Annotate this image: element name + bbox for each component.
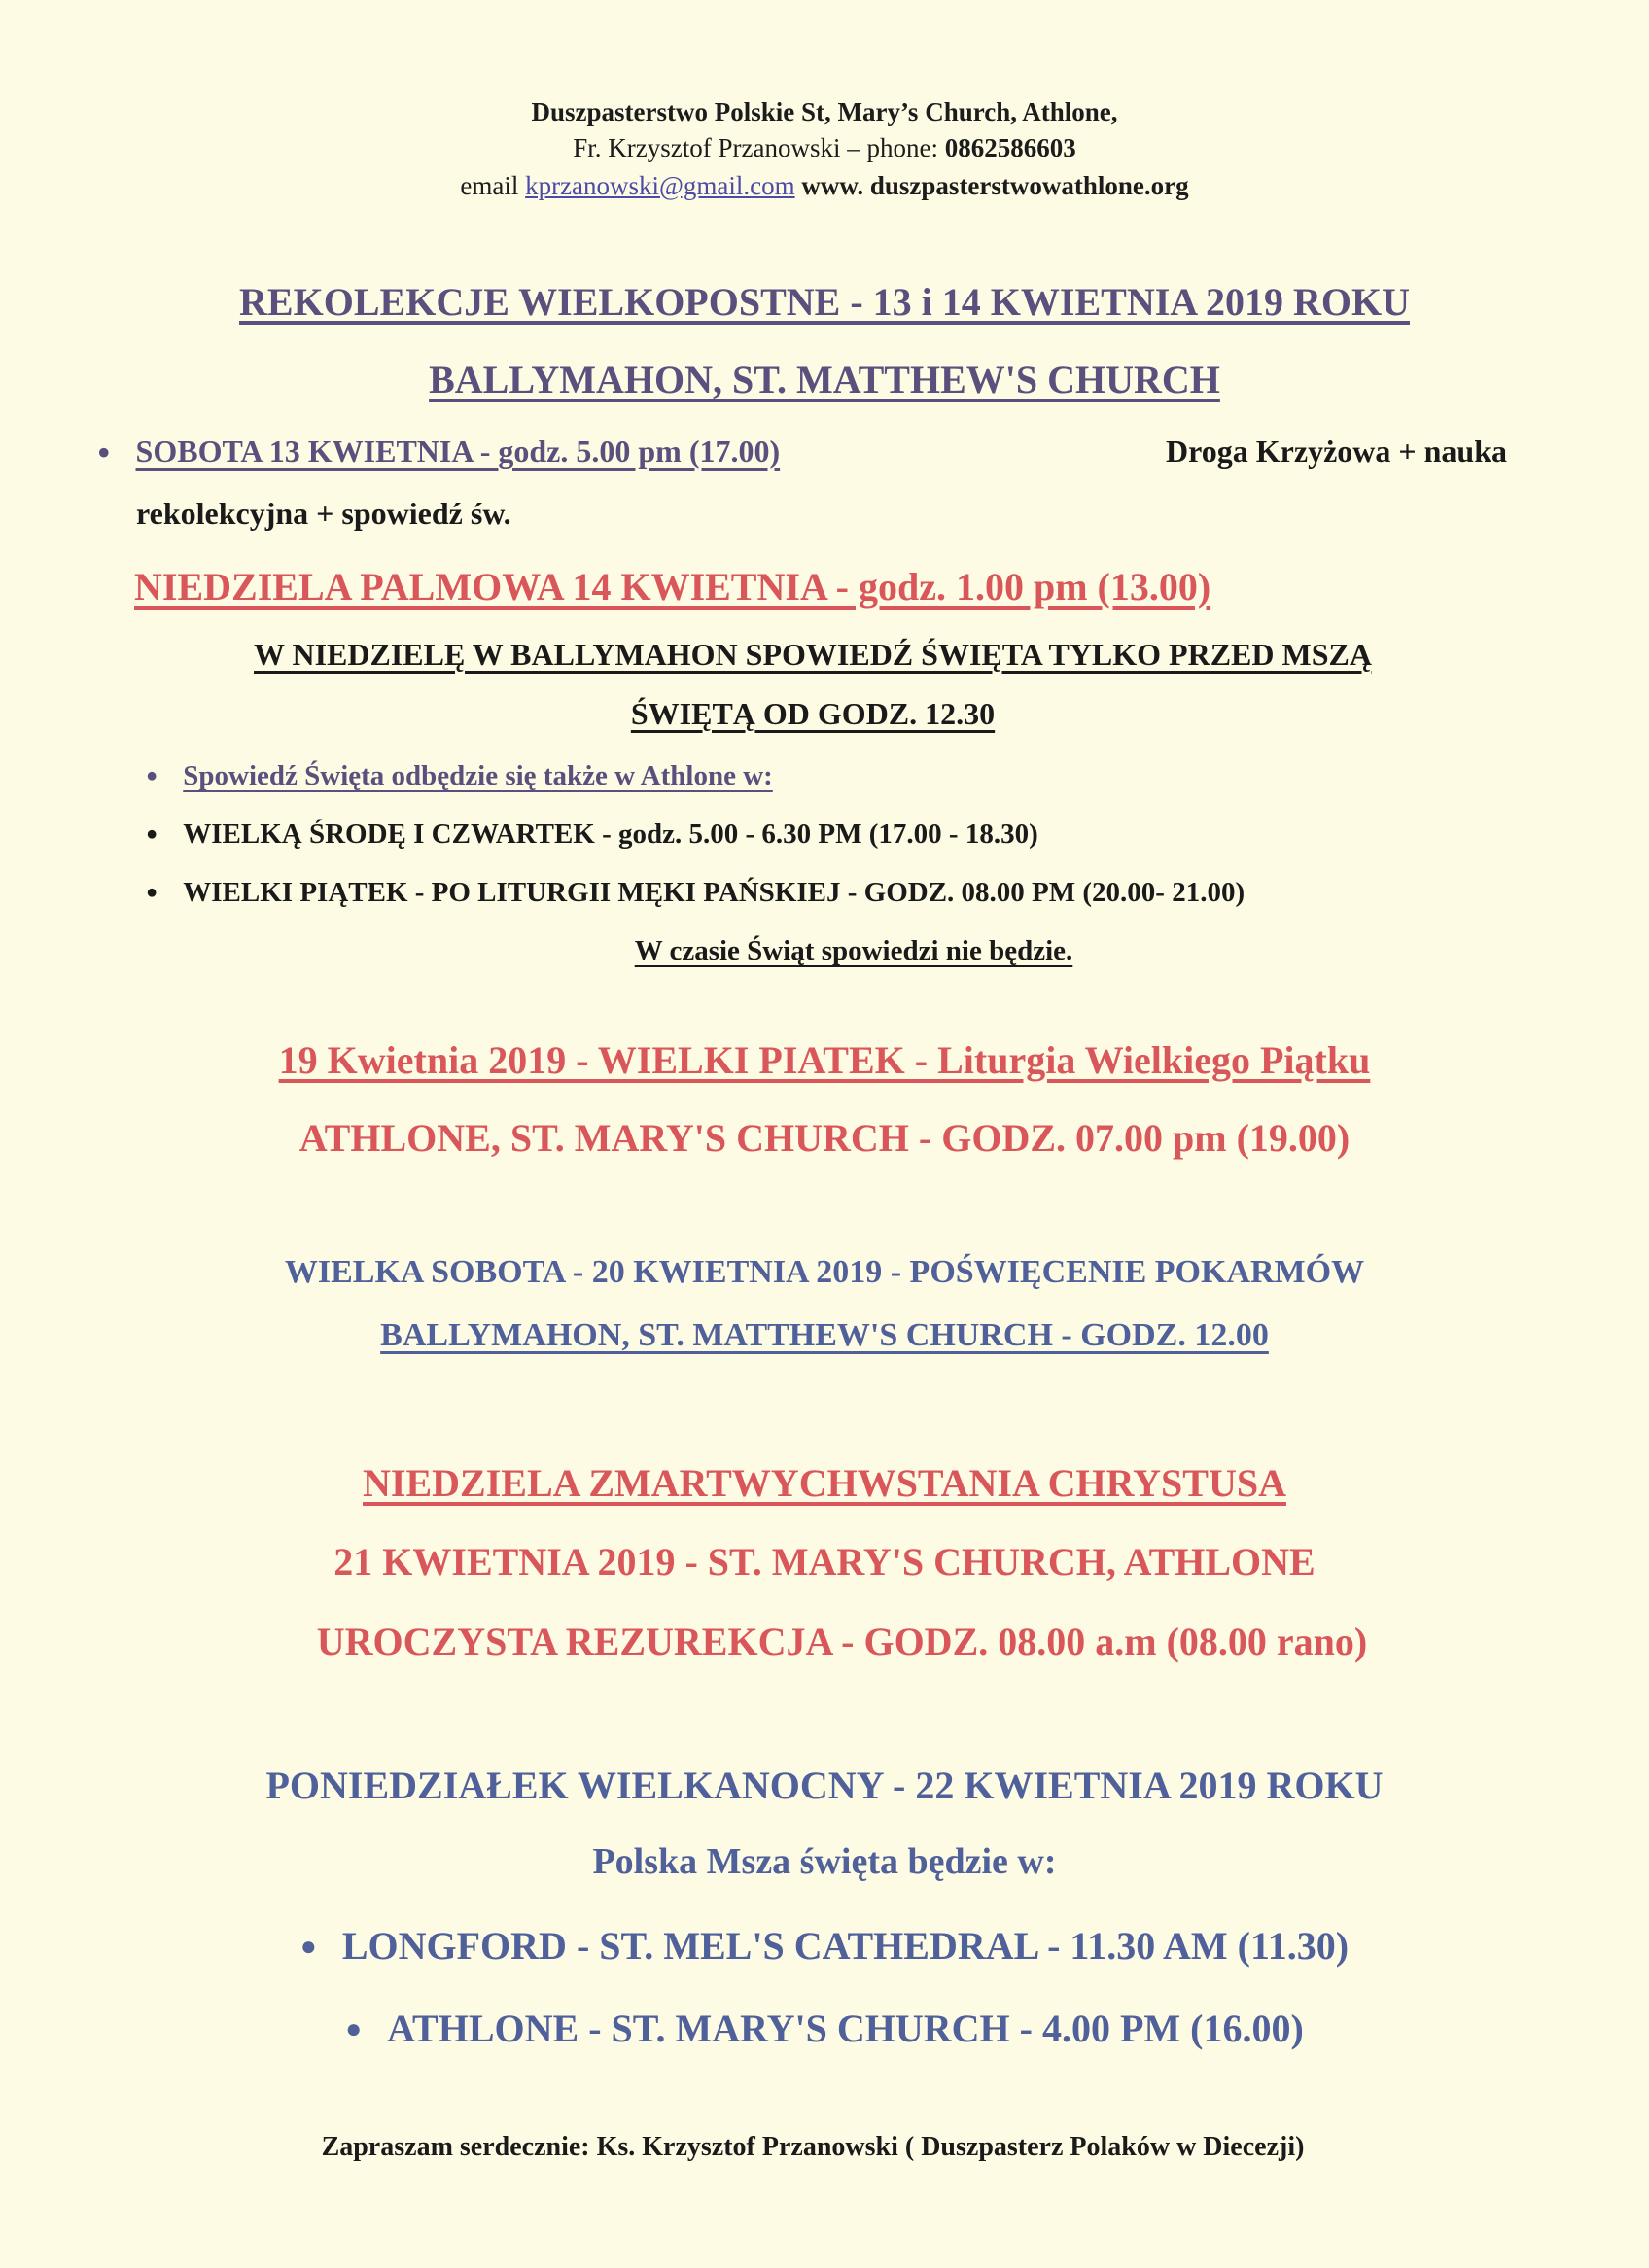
saturday-bullet-group xyxy=(97,434,780,470)
email-label: email xyxy=(460,171,526,200)
bullet-icon xyxy=(300,1924,342,1968)
email-link[interactable]: kprzanowski@gmail.com xyxy=(525,171,795,200)
easter-monday-item-1-text: LONGFORD - ST. MEL'S CATHEDRAL - 11.30 AM (11.30) xyxy=(341,1924,1350,1968)
easter-sunday-date: 21 KWIETNIA 2019 - ST. MARY'S CHURCH, ATHLONE xyxy=(333,1540,1316,1584)
athlone-item-1-text: WIELKĄ ŚRODĘ I CZWARTEK - godz. 5.00 - 6.30 PM (17.00 - 18.30) xyxy=(183,819,1038,850)
website-text: www. duszpasterstwowathlone.org xyxy=(794,171,1189,200)
athlone-confession xyxy=(146,760,773,792)
confession-note-1: W NIEDZIELĘ W BALLYMAHON SPOWIEDŹ ŚWIĘTA TYLKO PRZED MSZĄ xyxy=(254,637,1372,672)
saturday-time: SOBOTA 13 KWIETNIA - godz. 5.00 pm (17.00) xyxy=(135,434,781,469)
saturday-desc-a: Droga Krzyżowa + nauka xyxy=(1166,434,1507,469)
retreat-location: BALLYMAHON, ST. MATTHEW'S CHURCH xyxy=(429,358,1220,401)
bullet-icon xyxy=(146,877,183,908)
header-priest: Fr. Krzysztof Przanowski – phone: xyxy=(573,133,945,162)
athlone-item-2 xyxy=(146,877,1245,909)
palm-sunday: NIEDZIELA PALMOWA 14 KWIETNIA - godz. 1.00 pm (13.00) xyxy=(134,565,1211,609)
retreat-title: REKOLEKCJE WIELKOPOSTNE - 13 i 14 KWIETNIA 2019 ROKU xyxy=(239,280,1410,324)
bullet-icon xyxy=(146,760,183,791)
athlone-confession-text: Spowiedź Święta odbędzie się także w Athlone w: xyxy=(183,760,773,791)
holy-saturday-location: BALLYMAHON, ST. MATTHEW'S CHURCH - GODZ. 12.00 xyxy=(380,1317,1269,1353)
bullet-icon xyxy=(345,2006,387,2050)
easter-monday-item-1 xyxy=(0,1923,1649,1969)
header-line-2 xyxy=(0,133,1649,163)
saturday-desc-b: rekolekcyjna + spowiedź św. xyxy=(136,496,511,531)
easter-monday-item-2-text: ATHLONE - ST. MARY'S CHURCH - 4.00 PM (16.00) xyxy=(387,2006,1304,2050)
easter-monday-subtitle: Polska Msza święta będzie w: xyxy=(592,1841,1057,1882)
header-line-3 xyxy=(0,171,1649,201)
header-line-1: Duszpasterstwo Polskie St, Mary’s Church, Athlone, xyxy=(531,97,1118,126)
athlone-item-1 xyxy=(146,819,1038,851)
holy-saturday-title: WIELKA SOBOTA - 20 KWIETNIA 2019 - POŚWIĘCENIE POKARMÓW xyxy=(284,1254,1365,1290)
easter-sunday-title: NIEDZIELA ZMARTWYCHWSTANIA CHRYSTUSA xyxy=(363,1461,1286,1505)
footer-invitation: Zapraszam serdecznie: Ks. Krzysztof Przanowski ( Duszpasterz Polaków w Diecezji) xyxy=(321,2132,1305,2162)
easter-monday-item-2 xyxy=(0,2006,1649,2051)
saturday-row xyxy=(97,434,1507,470)
no-confession-note: W czasie Świąt spowiedzi nie będzie. xyxy=(634,935,1073,966)
bullet-icon xyxy=(146,819,183,850)
easter-monday-title: PONIEDZIAŁEK WIELKANOCNY - 22 KWIETNIA 2019 ROKU xyxy=(265,1763,1384,1807)
confession-note-2: ŚWIĘTĄ OD GODZ. 12.30 xyxy=(630,696,996,731)
good-friday-location: ATHLONE, ST. MARY'S CHURCH - GODZ. 07.00 pm (19.00) xyxy=(298,1116,1351,1160)
easter-sunday-mass: UROCZYSTA REZUREKCJA - GODZ. 08.00 a.m (08.00 rano) xyxy=(316,1620,1368,1663)
bullet-icon xyxy=(97,434,136,469)
good-friday-title: 19 Kwietnia 2019 - WIELKI PIATEK - Liturgia Wielkiego Piątku xyxy=(278,1038,1371,1082)
header-phone: 0862586603 xyxy=(944,133,1076,162)
athlone-item-2-text: WIELKI PIĄTEK - PO LITURGII MĘKI PAŃSKIEJ - GODZ. 08.00 PM (20.00- 21.00) xyxy=(183,877,1246,908)
